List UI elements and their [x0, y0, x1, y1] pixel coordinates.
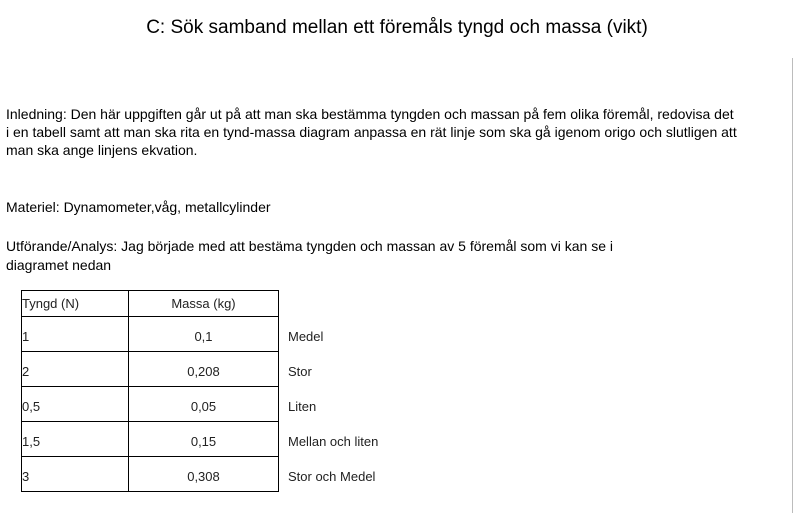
analysis-line: Utförande/Analys: Jag började med att bestäma tyngden och massan av 5 föremål som vi kan se i — [6, 238, 613, 254]
cell-massa: 0,208 — [129, 352, 279, 387]
cell-massa: 0,1 — [129, 317, 279, 352]
row-note: Liten — [279, 387, 419, 422]
row-note: Medel — [279, 317, 419, 352]
table-row — [22, 317, 419, 352]
cell-tyngd: 0,5 — [22, 387, 129, 422]
cell-tyngd: 1 — [22, 317, 129, 352]
table-row — [22, 457, 419, 492]
intro-line: i en tabell samt att man ska rita en tynd-massa diagram anpassa en rät linje som ska gå igenom origo och slutligen att — [6, 124, 737, 140]
table-row — [22, 422, 419, 457]
cell-massa: 0,308 — [129, 457, 279, 492]
row-note: Stor och Medel — [279, 457, 419, 492]
cell-tyngd: 1,5 — [22, 422, 129, 457]
analysis-paragraph — [6, 237, 613, 275]
row-note: Stor — [279, 352, 419, 387]
material-line: Materiel: Dynamometer,våg, metallcylinder — [6, 199, 271, 215]
measurement-table — [21, 290, 418, 492]
header-tyngd: Tyngd (N) — [22, 291, 129, 317]
page-edge-line — [792, 58, 793, 513]
row-note: Mellan och liten — [279, 422, 419, 457]
intro-paragraph — [6, 105, 776, 159]
intro-line: Inledning: Den här uppgiften går ut på att man ska bestämma tyngden och massan på fem olika föremål, redovisa det — [6, 106, 734, 122]
cell-massa: 0,05 — [129, 387, 279, 422]
table-header-row — [22, 291, 419, 317]
intro-line: man ska ange linjens ekvation. — [6, 142, 198, 158]
cell-tyngd: 3 — [22, 457, 129, 492]
cell-tyngd: 2 — [22, 352, 129, 387]
table-row — [22, 352, 419, 387]
header-massa: Massa (kg) — [129, 291, 279, 317]
table-row — [22, 387, 419, 422]
header-note-spacer — [279, 291, 419, 317]
cell-massa: 0,15 — [129, 422, 279, 457]
document-title: C: Sök samband mellan ett föremåls tyngd och massa (vikt) — [146, 17, 648, 38]
analysis-line: diagramet nedan — [6, 257, 112, 273]
